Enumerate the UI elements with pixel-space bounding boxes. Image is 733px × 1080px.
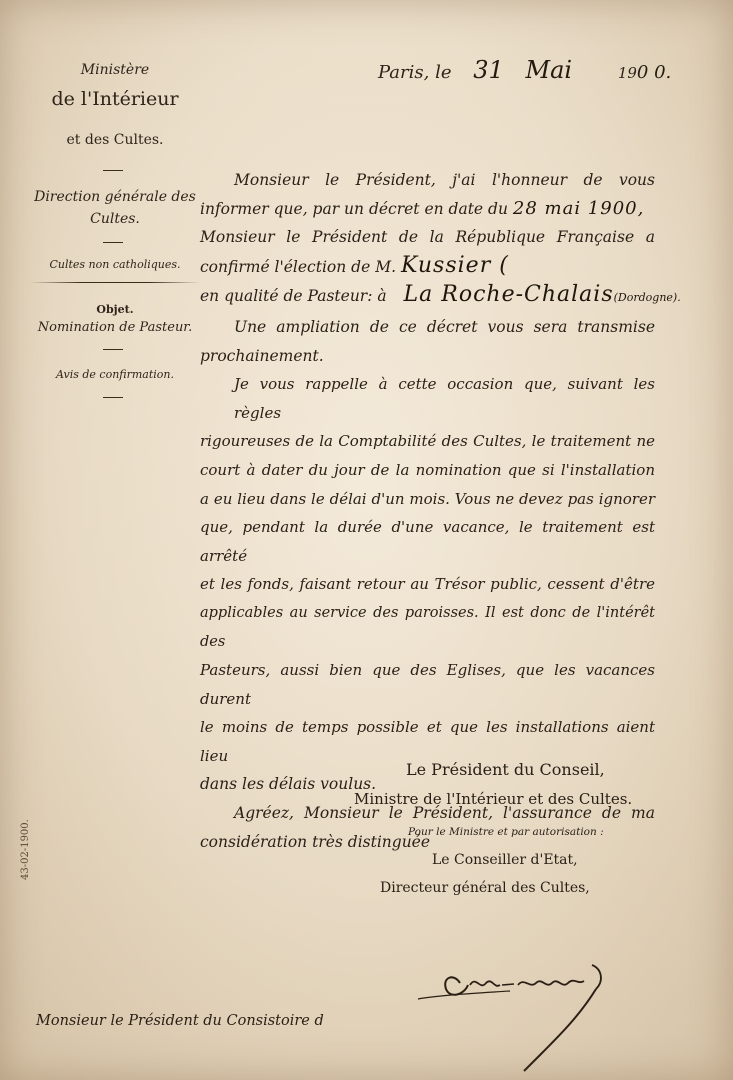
date-year-prefix: 19 [617,64,637,82]
body-text: en qualité de Pasteur: à [200,287,387,306]
handwritten-pastor-name: Kussier ( [400,252,509,278]
body-line: et les fonds, faisant retour au Trésor public, cessent d'être [200,575,655,594]
letterhead-interieur: de l'Intérieur [51,88,179,110]
addressee-line: Monsieur le Président du Consistoire d [36,1013,324,1029]
body-line: prochainement. [200,346,324,365]
body-line: que, pendant la durée d'une vacance, le traitement est arrêté [200,518,655,565]
body-line [200,281,681,313]
body-line: Agréez, Monsieur le Président, l'assurance de ma [234,804,655,823]
letterhead-ministere: Ministère [80,62,150,78]
letter-body [200,166,681,856]
date-month: Mai [525,56,573,84]
signature-autorisation: Pour le Ministre et par autorisation : [408,826,604,838]
signature-conseiller: Le Conseiller d'Etat, [432,852,578,868]
signature-title-ministre: Ministre de l'Intérieur et des Cultes. [354,790,633,808]
divider [30,282,200,283]
divider [103,349,123,350]
body-line: Je vous rappelle à cette occasion que, suivant les règles [234,375,655,422]
letterhead-cultes: et des Cultes. [66,132,164,148]
date-place: Paris, le [378,62,452,83]
body-line: Monsieur le Président de la République Française a [200,228,655,247]
divider [103,242,123,243]
divider [103,397,123,398]
handwritten-date: 28 mai 1900, [512,197,645,219]
signature-title-president: Le Président du Conseil, [406,760,605,779]
body-line: Monsieur le Président, j'ai l'honneur de vous [234,171,655,189]
body-line: applicables au service des paroisses. Il est donc de l'intérêt des [200,604,655,650]
body-line: Pasteurs, aussi bien que des Eglises, que les vacances durent [200,661,655,708]
date-year-suffix: 0 0. [636,62,672,83]
body-line: le moins de temps possible et que les installations aient lieu [200,718,655,765]
date-day: 31 [473,56,504,84]
body-line: a eu lieu dans le délai d'un mois. Vous ne devez pas ignorer [200,489,655,508]
body-text: informer que, par un décret en date du [200,199,508,218]
letterhead-avis: Avis de confirmation. [55,368,174,381]
date-line [378,56,671,84]
letterhead-non-catholiques: Cultes non catholiques. [49,258,181,271]
handwritten-signature [410,955,630,1075]
letterhead-direction: Direction générale des Cultes. [34,189,196,227]
body-line: rigoureuses de la Comptabilité des Cultes, le traitement ne [200,432,655,451]
body-text: confirmé l'élection de M. [200,257,396,276]
body-line: court à dater du jour de la nomination que si l'installation [200,460,655,479]
body-line: considération très distinguée [200,832,431,851]
reference-number: 43-02-1900. [20,819,31,880]
body-line: dans les délais voulus. [200,775,377,794]
handwritten-parish: La Roche-Chalais [403,282,614,308]
body-line: Une ampliation de ce décret vous sera transmise [234,317,655,336]
objet-value: Nomination de Pasteur. [37,320,193,335]
body-line [200,195,655,224]
body-line [200,252,655,282]
handwritten-department: (Dordogne). [613,291,681,305]
objet-label: Objet. [96,303,134,316]
signature-directeur: Directeur général des Cultes, [380,880,590,896]
divider [103,170,123,171]
